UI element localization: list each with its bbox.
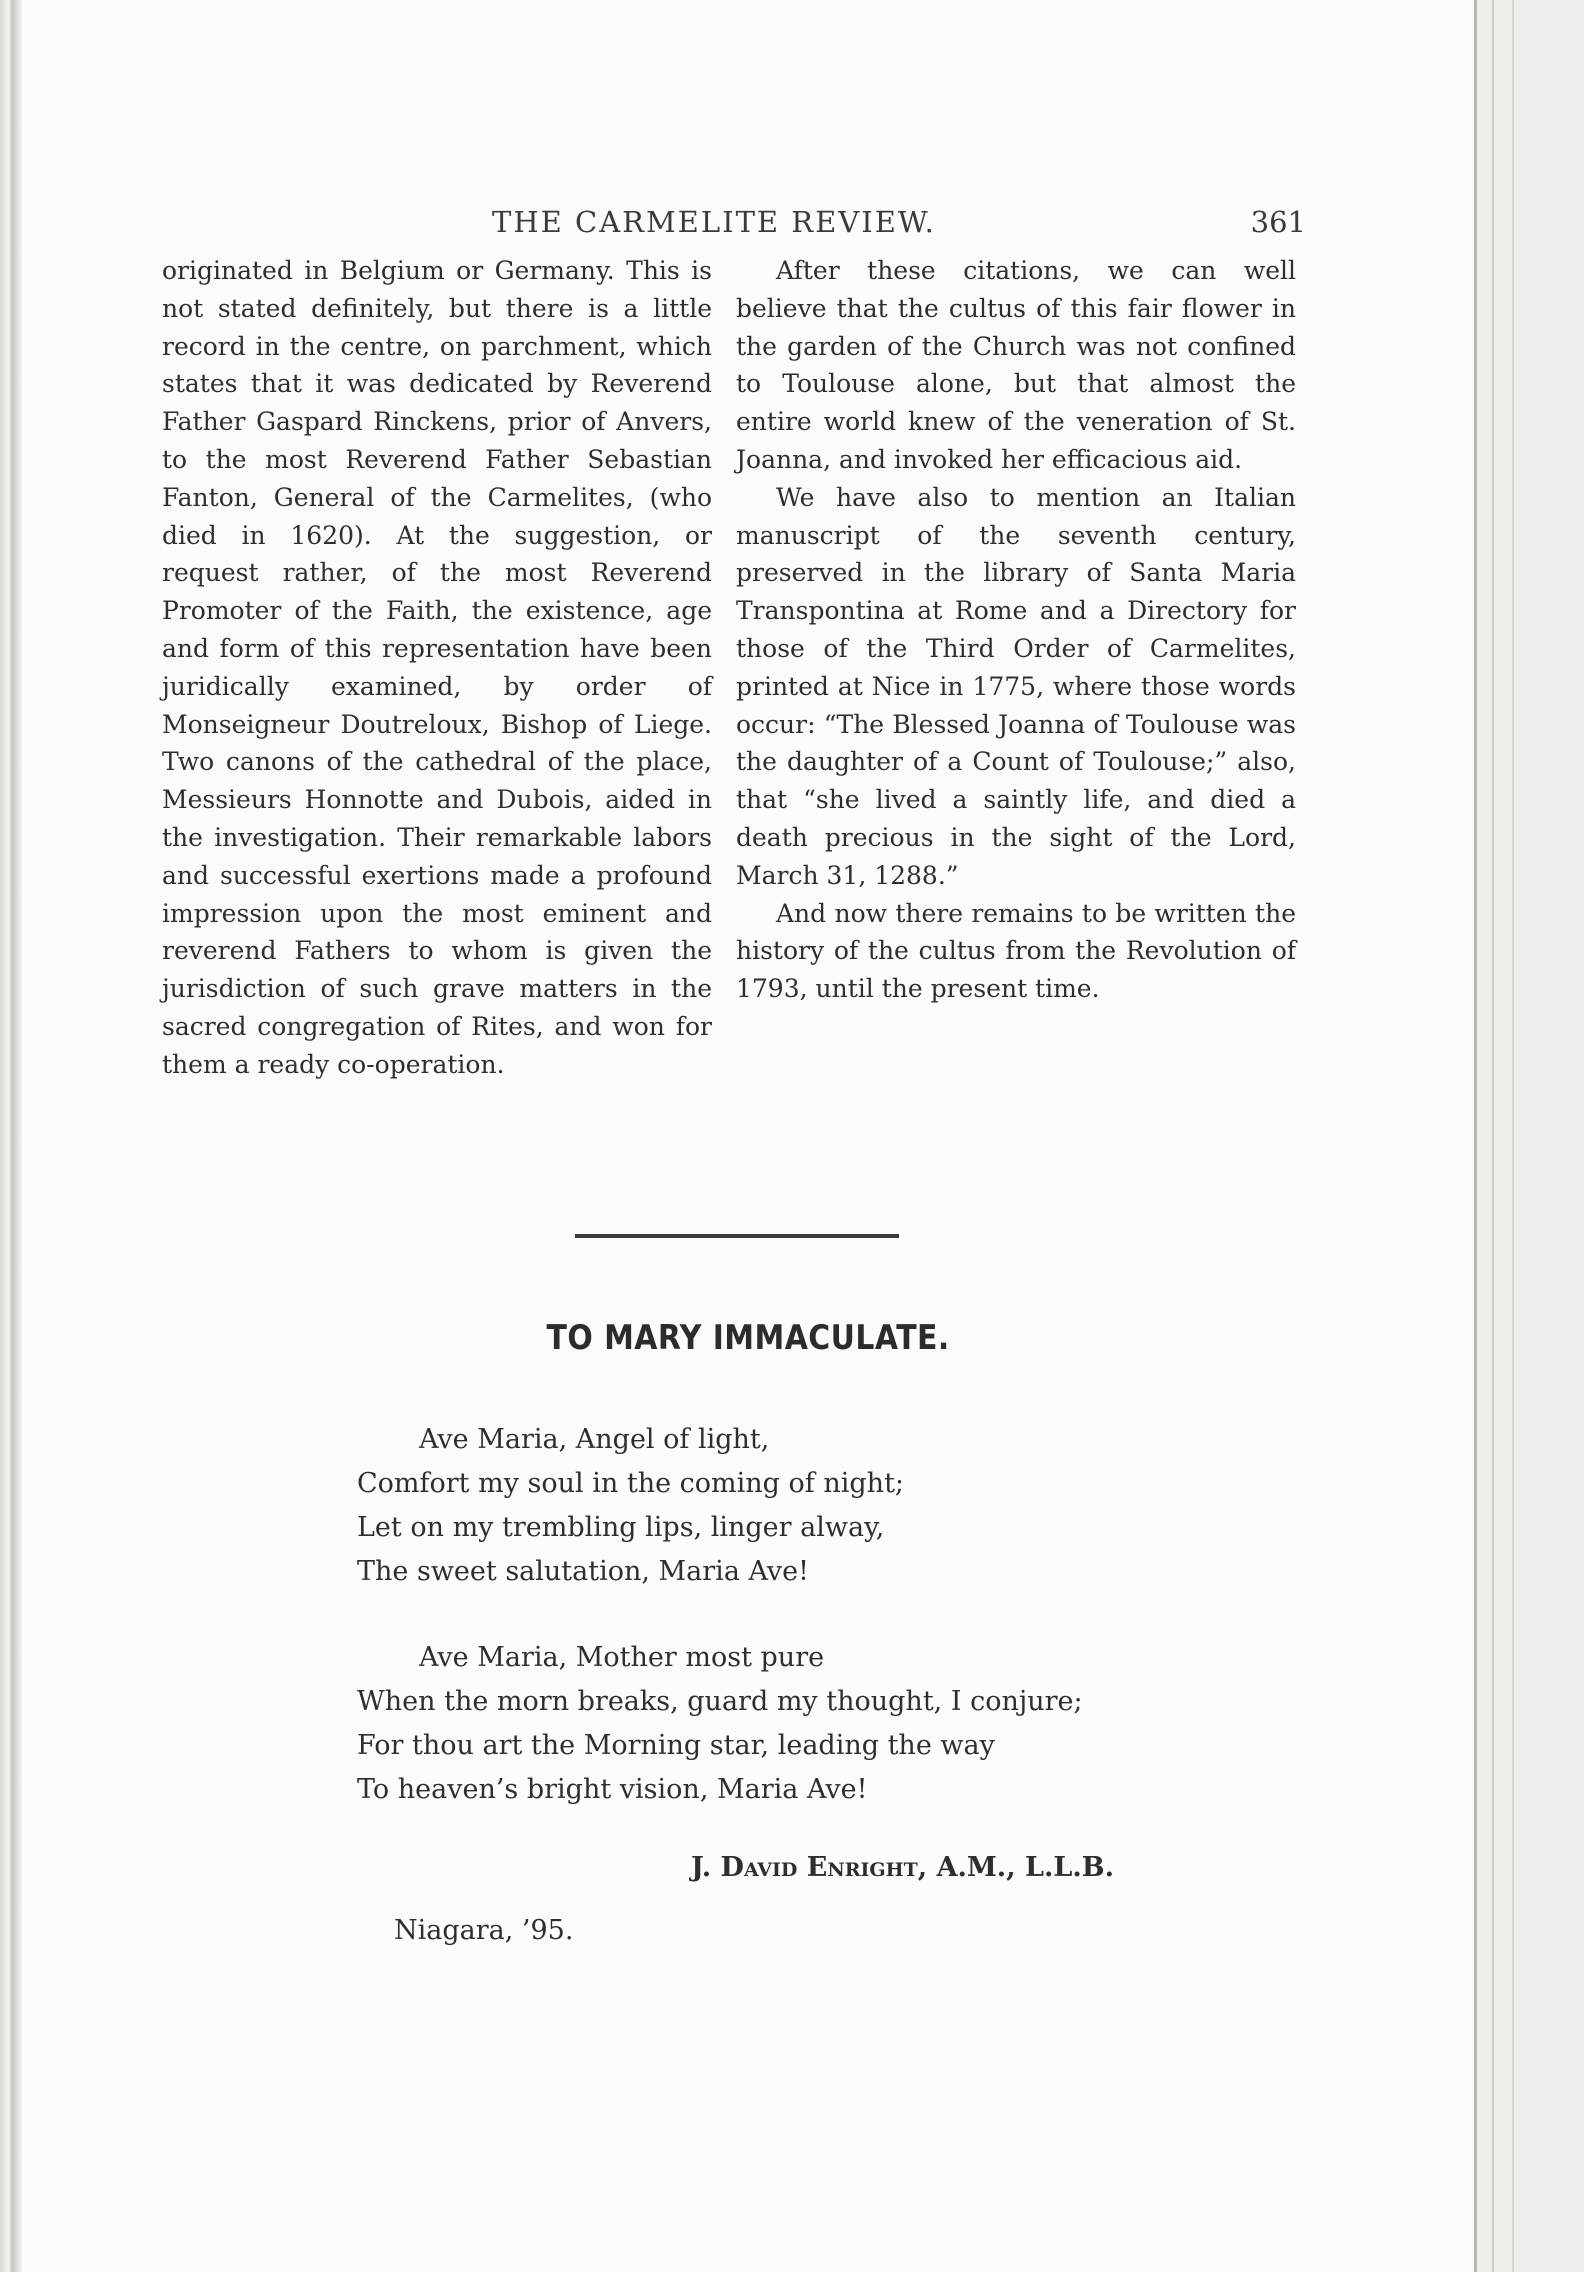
poem-line: Ave Maria, Angel of light, (419, 1424, 770, 1455)
scan-right-margin (1474, 0, 1584, 2272)
author-initial: J. (691, 1852, 721, 1883)
left-column (162, 252, 712, 1084)
poem-title-text: TO MARY IMMACULATE. (546, 1318, 950, 1358)
poem-line: Ave Maria, Mother most pure (419, 1642, 825, 1673)
poem-line: Let on my trembling lips, linger alway, (357, 1512, 885, 1543)
page-edge-line (1492, 0, 1494, 2272)
poem-line: To heaven’s bright vision, Maria Ave! (357, 1774, 868, 1805)
poem-line: The sweet salutation, Maria Ave! (357, 1556, 809, 1587)
page-number: 361 (1250, 205, 1306, 239)
poem-stanza-2 (357, 1636, 1083, 1812)
left-paragraph-1: originated in Belgium or Germany. This is not stated definitely, but there is a little record in the centre, on parchment, which states that it was dedicated by Reverend Father Gaspard Rinckens, prior of Anvers, to the most Reverend Father Sebastian Fanton, General of the Carmelites, (who died in 1620). At the suggestion, or request rather, of the most Reverend Promoter of the Faith, the existence, age and form of this representation have been juridically examined, by order of Monseigneur Doutreloux, Bishop of Liege. Two canons of the cathedral of the place, Messieurs Honnotte and Dubois, aided in the investigation. Their remarkable labors and successful exertions made a profound impression upon the most eminent and reverend Fathers to whom is given the jurisdiction of such grave matters in the sacred congregation of Rites, and won for them a ready co-operation. (162, 256, 712, 1079)
poem-line: Comfort my soul in the coming of night; (357, 1468, 905, 1499)
poem-line: When the morn breaks, guard my thought, I conjure; (357, 1686, 1083, 1717)
poem-title (22, 1318, 1474, 1358)
right-paragraph-2: We have also to mention an Italian manuscript of the seventh century, preserved in the library of Santa Maria Transpontina at Rome and a Directory for those of the Third Order of Carmelites, printed at Nice in 1775, where those words occur: “The Blessed Joanna of Toulouse was the daughter of a Count of Toulouse;” also, that “she lived a saintly life, and died a death precious in the sight of the Lord, March 31, 1288.” (736, 482, 1296, 890)
poem-stanza-1 (357, 1418, 904, 1594)
section-divider (575, 1234, 899, 1238)
right-paragraph-3: And now there remains to be written the history of the cultus from the Revolution of 1793, until the present time. (736, 898, 1296, 1004)
page-edge-line (1512, 0, 1514, 2272)
author-name: David Enright (720, 1852, 918, 1883)
page-edge-line (1474, 0, 1477, 2272)
place-date: Niagara, ’95. (394, 1915, 574, 1946)
page-left-edge (0, 0, 22, 2272)
right-paragraph-1: After these citations, we can well believe that the cultus of this fair flower in the garden of the Church was not confined to Toulouse alone, but that almost the entire world knew of the veneration of St. Joanna, and invoked her efficacious aid. (736, 256, 1296, 474)
running-title: THE CARMELITE REVIEW. (492, 205, 936, 239)
right-column (736, 252, 1296, 1008)
page-header (162, 205, 1306, 245)
poem-author (691, 1852, 1114, 1883)
poem-line: For thou art the Morning star, leading the way (357, 1730, 995, 1761)
author-degrees: , A.M., L.L.B. (917, 1852, 1114, 1883)
document-page (22, 0, 1474, 2272)
